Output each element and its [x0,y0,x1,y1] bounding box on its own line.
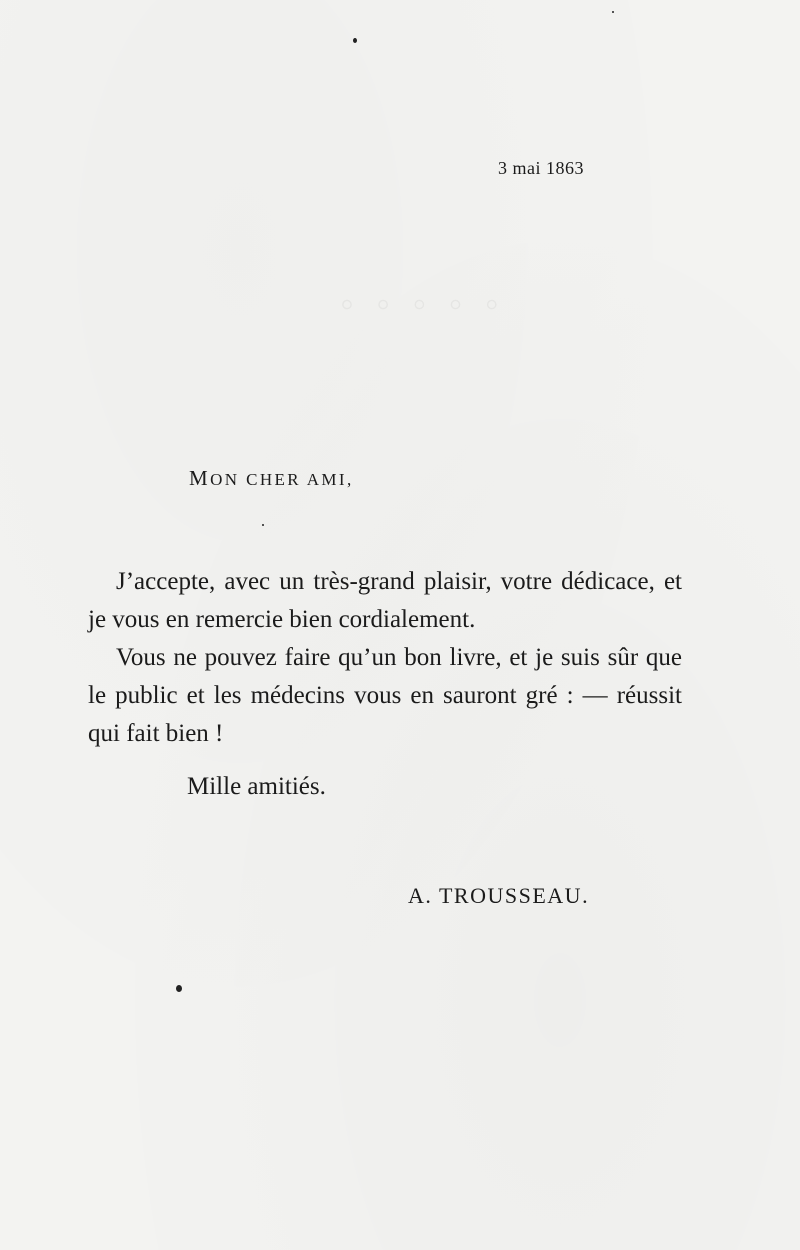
ink-speck [176,985,182,992]
paragraph-acceptance: J’accepte, avec un très-grand plaisir, votre dédicace, et je vous en remercie bien cordialement. [88,568,682,633]
closing-line: Mille amitiés. [187,773,326,800]
signature: A. TROUSSEAU. [408,883,590,908]
ink-speck [353,38,357,43]
paragraph-good-book: Vous ne pouvez faire qu’un bon livre, et je suis sûr que le public et les médecins vous en sauront gré : — réussit qui fait bien ! [88,644,682,747]
letter-body [88,563,682,753]
ink-speck [262,524,264,526]
bleed-through-decoration [340,280,505,327]
salutation [189,466,354,491]
letter-date: 3 mai 1863 [498,158,584,178]
salutation-text: MON CHER AMI, [189,466,354,490]
ink-speck [612,11,614,13]
